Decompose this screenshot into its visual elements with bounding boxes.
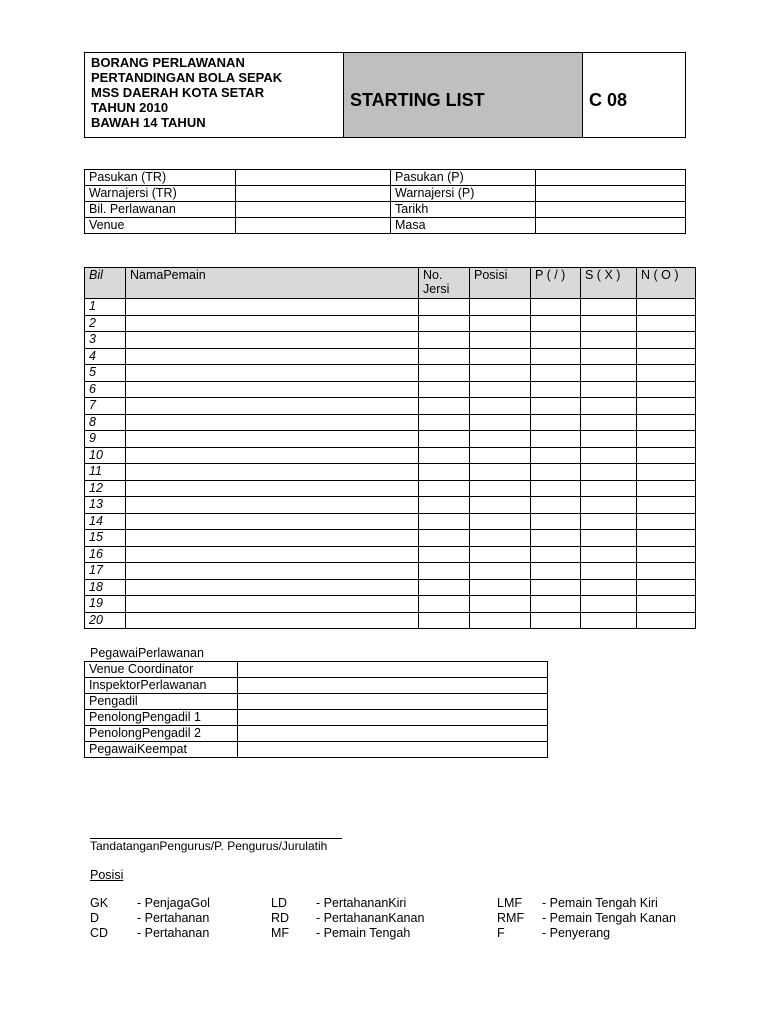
player-row xyxy=(85,414,696,431)
player-s-cell[interactable] xyxy=(581,480,637,497)
official-label: Pengadil xyxy=(85,694,238,710)
official-field[interactable] xyxy=(238,742,548,758)
player-row xyxy=(85,546,696,563)
player-jersi-cell[interactable] xyxy=(419,365,470,382)
player-p-cell[interactable] xyxy=(531,315,581,332)
info-row xyxy=(85,186,686,202)
player-nama-cell[interactable] xyxy=(126,381,419,398)
legend-title: Posisi xyxy=(90,868,124,882)
player-nama-cell[interactable] xyxy=(126,431,419,448)
player-number: 3 xyxy=(85,332,126,349)
player-n-cell[interactable] xyxy=(637,332,696,349)
player-p-cell[interactable] xyxy=(531,612,581,629)
player-nama-cell[interactable] xyxy=(126,612,419,629)
player-posisi-cell[interactable] xyxy=(470,398,531,415)
info-label: Warnajersi (P) xyxy=(391,186,536,202)
info-label: Venue xyxy=(85,218,236,234)
player-p-cell[interactable] xyxy=(531,299,581,316)
header-p: P ( / ) xyxy=(531,268,581,299)
player-n-cell[interactable] xyxy=(637,579,696,596)
player-nama-cell[interactable] xyxy=(126,563,419,580)
player-p-cell[interactable] xyxy=(531,530,581,547)
player-number: 9 xyxy=(85,431,126,448)
signature-label: TandatanganPengurus/P. Pengurus/Jurulatih xyxy=(90,839,328,853)
player-posisi-cell[interactable] xyxy=(470,546,531,563)
org-line: BORANG PERLAWANAN xyxy=(91,55,245,70)
player-nama-cell[interactable] xyxy=(126,447,419,464)
player-s-cell[interactable] xyxy=(581,414,637,431)
player-posisi-cell[interactable] xyxy=(470,381,531,398)
player-row xyxy=(85,579,696,596)
player-jersi-cell[interactable] xyxy=(419,447,470,464)
official-field[interactable] xyxy=(238,726,548,742)
legend-code: RMF xyxy=(497,911,525,925)
player-number: 17 xyxy=(85,563,126,580)
player-nama-cell[interactable] xyxy=(126,497,419,514)
info-row xyxy=(85,218,686,234)
player-p-cell[interactable] xyxy=(531,381,581,398)
legend-desc: - Pemain Tengah xyxy=(316,926,411,940)
legend-code: MF xyxy=(271,926,290,940)
header-no-jersi: No. Jersi xyxy=(419,268,470,299)
legend-desc: - Pertahanan xyxy=(137,911,210,925)
org-line: BAWAH 14 TAHUN xyxy=(91,115,206,130)
player-jersi-cell[interactable] xyxy=(419,332,470,349)
player-number: 2 xyxy=(85,315,126,332)
player-n-cell[interactable] xyxy=(637,612,696,629)
player-posisi-cell[interactable] xyxy=(470,563,531,580)
player-n-cell[interactable] xyxy=(637,365,696,382)
player-n-cell[interactable] xyxy=(637,431,696,448)
player-nama-cell[interactable] xyxy=(126,464,419,481)
form-header xyxy=(84,52,686,138)
player-number: 5 xyxy=(85,365,126,382)
official-label: Venue Coordinator xyxy=(85,662,238,678)
header-bil: Bil xyxy=(85,268,126,299)
player-nama-cell[interactable] xyxy=(126,315,419,332)
player-posisi-cell[interactable] xyxy=(470,348,531,365)
player-nama-cell[interactable] xyxy=(126,348,419,365)
legend-desc: - Pemain Tengah Kiri xyxy=(542,896,658,910)
player-p-cell[interactable] xyxy=(531,563,581,580)
organization-block xyxy=(85,53,344,138)
player-p-cell[interactable] xyxy=(531,579,581,596)
legend-desc: - PertahananKiri xyxy=(316,896,407,910)
form-title: STARTING LIST xyxy=(344,53,583,138)
official-label: PenolongPengadil 2 xyxy=(85,726,238,742)
legend-code: D xyxy=(90,911,100,925)
player-p-cell[interactable] xyxy=(531,596,581,613)
legend-code: GK xyxy=(90,896,109,910)
info-label: Warnajersi (TR) xyxy=(85,186,236,202)
player-n-cell[interactable] xyxy=(637,398,696,415)
player-nama-cell[interactable] xyxy=(126,530,419,547)
player-row xyxy=(85,447,696,464)
player-jersi-cell[interactable] xyxy=(419,612,470,629)
officials-title: PegawaiPerlawanan xyxy=(90,646,204,660)
player-nama-cell[interactable] xyxy=(126,579,419,596)
player-p-cell[interactable] xyxy=(531,348,581,365)
player-posisi-cell[interactable] xyxy=(470,315,531,332)
player-s-cell[interactable] xyxy=(581,398,637,415)
legend-desc: - Pertahanan xyxy=(137,926,210,940)
legend-code: LD xyxy=(271,896,287,910)
player-s-cell[interactable] xyxy=(581,332,637,349)
player-n-cell[interactable] xyxy=(637,596,696,613)
player-n-cell[interactable] xyxy=(637,530,696,547)
player-number: 15 xyxy=(85,530,126,547)
player-jersi-cell[interactable] xyxy=(419,530,470,547)
info-row xyxy=(85,202,686,218)
player-s-cell[interactable] xyxy=(581,299,637,316)
player-n-cell[interactable] xyxy=(637,546,696,563)
player-jersi-cell[interactable] xyxy=(419,381,470,398)
info-field[interactable] xyxy=(236,170,391,186)
player-row xyxy=(85,563,696,580)
info-field[interactable] xyxy=(536,218,686,234)
player-number: 19 xyxy=(85,596,126,613)
match-info-table xyxy=(84,169,686,234)
legend-code: LMF xyxy=(497,896,522,910)
player-p-cell[interactable] xyxy=(531,464,581,481)
player-s-cell[interactable] xyxy=(581,365,637,382)
org-line: PERTANDINGAN BOLA SEPAK xyxy=(91,70,283,85)
player-p-cell[interactable] xyxy=(531,414,581,431)
player-nama-cell[interactable] xyxy=(126,596,419,613)
player-s-cell[interactable] xyxy=(581,596,637,613)
player-number: 6 xyxy=(85,381,126,398)
info-row xyxy=(85,170,686,186)
player-row xyxy=(85,348,696,365)
legend-desc: - PertahananKanan xyxy=(316,911,425,925)
official-field[interactable] xyxy=(238,694,548,710)
player-jersi-cell[interactable] xyxy=(419,546,470,563)
player-jersi-cell[interactable] xyxy=(419,480,470,497)
player-posisi-cell[interactable] xyxy=(470,497,531,514)
officials-table xyxy=(84,661,548,758)
player-jersi-cell[interactable] xyxy=(419,563,470,580)
official-row xyxy=(85,678,548,694)
official-field[interactable] xyxy=(238,662,548,678)
info-label: Bil. Perlawanan xyxy=(85,202,236,218)
player-s-cell[interactable] xyxy=(581,464,637,481)
player-s-cell[interactable] xyxy=(581,579,637,596)
player-row xyxy=(85,365,696,382)
org-line: TAHUN 2010 xyxy=(91,100,169,115)
player-jersi-cell[interactable] xyxy=(419,464,470,481)
player-number: 16 xyxy=(85,546,126,563)
player-s-cell[interactable] xyxy=(581,497,637,514)
player-row xyxy=(85,530,696,547)
player-s-cell[interactable] xyxy=(581,381,637,398)
info-label: Tarikh xyxy=(391,202,536,218)
official-row xyxy=(85,710,548,726)
player-n-cell[interactable] xyxy=(637,447,696,464)
player-row xyxy=(85,332,696,349)
player-posisi-cell[interactable] xyxy=(470,596,531,613)
player-number: 20 xyxy=(85,612,126,629)
player-posisi-cell[interactable] xyxy=(470,299,531,316)
player-number: 14 xyxy=(85,513,126,530)
player-p-cell[interactable] xyxy=(531,398,581,415)
players-table xyxy=(84,267,696,629)
player-row xyxy=(85,315,696,332)
info-field[interactable] xyxy=(536,170,686,186)
official-field[interactable] xyxy=(238,710,548,726)
player-n-cell[interactable] xyxy=(637,315,696,332)
player-number: 1 xyxy=(85,299,126,316)
player-nama-cell[interactable] xyxy=(126,414,419,431)
player-row xyxy=(85,398,696,415)
player-s-cell[interactable] xyxy=(581,447,637,464)
player-p-cell[interactable] xyxy=(531,447,581,464)
player-n-cell[interactable] xyxy=(637,513,696,530)
player-row xyxy=(85,497,696,514)
player-jersi-cell[interactable] xyxy=(419,315,470,332)
player-p-cell[interactable] xyxy=(531,480,581,497)
player-number: 13 xyxy=(85,497,126,514)
player-posisi-cell[interactable] xyxy=(470,414,531,431)
player-jersi-cell[interactable] xyxy=(419,299,470,316)
player-posisi-cell[interactable] xyxy=(470,431,531,448)
player-n-cell[interactable] xyxy=(637,464,696,481)
player-number: 4 xyxy=(85,348,126,365)
player-row xyxy=(85,464,696,481)
player-row xyxy=(85,480,696,497)
legend-code: RD xyxy=(271,911,290,925)
player-nama-cell[interactable] xyxy=(126,332,419,349)
player-posisi-cell[interactable] xyxy=(470,612,531,629)
player-s-cell[interactable] xyxy=(581,530,637,547)
player-p-cell[interactable] xyxy=(531,513,581,530)
info-label: Pasukan (P) xyxy=(391,170,536,186)
player-n-cell[interactable] xyxy=(637,348,696,365)
player-number: 7 xyxy=(85,398,126,415)
player-nama-cell[interactable] xyxy=(126,398,419,415)
info-field[interactable] xyxy=(236,202,391,218)
player-row xyxy=(85,381,696,398)
players-header-row xyxy=(85,268,696,299)
info-field[interactable] xyxy=(236,218,391,234)
player-s-cell[interactable] xyxy=(581,612,637,629)
player-posisi-cell[interactable] xyxy=(470,579,531,596)
info-field[interactable] xyxy=(536,202,686,218)
official-label: InspektorPerlawanan xyxy=(85,678,238,694)
form-code: C 08 xyxy=(583,53,686,138)
player-posisi-cell[interactable] xyxy=(470,464,531,481)
legend-desc: - Pemain Tengah Kanan xyxy=(542,911,676,925)
player-number: 10 xyxy=(85,447,126,464)
player-posisi-cell[interactable] xyxy=(470,530,531,547)
header-nama-pemain: NamaPemain xyxy=(126,268,419,299)
player-n-cell[interactable] xyxy=(637,480,696,497)
player-posisi-cell[interactable] xyxy=(470,447,531,464)
player-jersi-cell[interactable] xyxy=(419,513,470,530)
player-nama-cell[interactable] xyxy=(126,365,419,382)
info-label: Masa xyxy=(391,218,536,234)
player-n-cell[interactable] xyxy=(637,381,696,398)
player-nama-cell[interactable] xyxy=(126,480,419,497)
player-posisi-cell[interactable] xyxy=(470,332,531,349)
player-number: 12 xyxy=(85,480,126,497)
player-jersi-cell[interactable] xyxy=(419,398,470,415)
player-row xyxy=(85,513,696,530)
player-posisi-cell[interactable] xyxy=(470,365,531,382)
player-n-cell[interactable] xyxy=(637,563,696,580)
legend-code: F xyxy=(497,926,505,940)
official-label: PenolongPengadil 1 xyxy=(85,710,238,726)
player-jersi-cell[interactable] xyxy=(419,414,470,431)
official-row xyxy=(85,726,548,742)
player-number: 8 xyxy=(85,414,126,431)
player-row xyxy=(85,431,696,448)
player-n-cell[interactable] xyxy=(637,414,696,431)
player-jersi-cell[interactable] xyxy=(419,579,470,596)
player-row xyxy=(85,299,696,316)
player-p-cell[interactable] xyxy=(531,497,581,514)
player-nama-cell[interactable] xyxy=(126,299,419,316)
player-posisi-cell[interactable] xyxy=(470,480,531,497)
player-p-cell[interactable] xyxy=(531,431,581,448)
player-s-cell[interactable] xyxy=(581,431,637,448)
official-label: PegawaiKeempat xyxy=(85,742,238,758)
legend-desc: - PenjagaGol xyxy=(137,896,210,910)
player-row xyxy=(85,596,696,613)
player-number: 11 xyxy=(85,464,126,481)
official-row xyxy=(85,694,548,710)
player-n-cell[interactable] xyxy=(637,497,696,514)
official-field[interactable] xyxy=(238,678,548,694)
player-nama-cell[interactable] xyxy=(126,513,419,530)
player-p-cell[interactable] xyxy=(531,546,581,563)
org-line: MSS DAERAH KOTA SETAR xyxy=(91,85,265,100)
player-s-cell[interactable] xyxy=(581,513,637,530)
header-s: S ( X ) xyxy=(581,268,637,299)
player-s-cell[interactable] xyxy=(581,348,637,365)
player-s-cell[interactable] xyxy=(581,563,637,580)
player-jersi-cell[interactable] xyxy=(419,497,470,514)
legend-code: CD xyxy=(90,926,109,940)
player-s-cell[interactable] xyxy=(581,315,637,332)
official-row xyxy=(85,742,548,758)
player-jersi-cell[interactable] xyxy=(419,596,470,613)
header-n: N ( O ) xyxy=(637,268,696,299)
official-row xyxy=(85,662,548,678)
player-s-cell[interactable] xyxy=(581,546,637,563)
player-row xyxy=(85,612,696,629)
player-n-cell[interactable] xyxy=(637,299,696,316)
info-field[interactable] xyxy=(236,186,391,202)
info-field[interactable] xyxy=(536,186,686,202)
player-p-cell[interactable] xyxy=(531,365,581,382)
player-number: 18 xyxy=(85,579,126,596)
info-label: Pasukan (TR) xyxy=(85,170,236,186)
legend-desc: - Penyerang xyxy=(542,926,611,940)
player-jersi-cell[interactable] xyxy=(419,348,470,365)
player-jersi-cell[interactable] xyxy=(419,431,470,448)
player-nama-cell[interactable] xyxy=(126,546,419,563)
player-posisi-cell[interactable] xyxy=(470,513,531,530)
header-posisi: Posisi xyxy=(470,268,531,299)
player-p-cell[interactable] xyxy=(531,332,581,349)
